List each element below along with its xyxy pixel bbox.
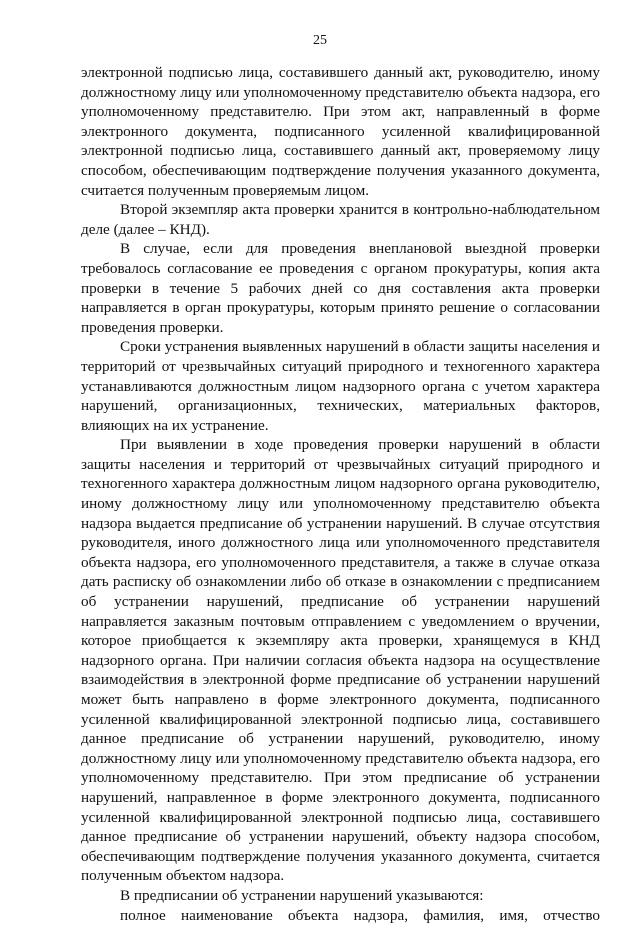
paragraph-second-copy: Второй экземпляр акта проверки хранится в контрольно-наблюдательном деле (далее – КНД). <box>81 201 600 238</box>
paragraph-order-contents-intro: В предписании об устранении нарушений указываются: <box>120 886 484 904</box>
paragraph-order-issuance: При выявлении в ходе проведения проверки нарушений в области защиты населения и территорий от чрезвычайных ситуаций природного и техногенного характера должностным лицом надзорного органа руководителю, иному должностному лицу или уполномоченному представителю объекта надзора выдается предписание об устранении нарушений. В случае отсутствия руководителя, иного должностного лица или уполномоченного представителя объекта надзора, его уполномоченного представителя, а также в случае отказа дать расписку об ознакомлении либо об отказе в ознакомлении с предписанием об устранении нарушений, предписание об устранении нарушений направляется заказным почтовым отправлением с уведомлением о вручении, которое приобщается к экземпляру акта проверки, хранящемуся в КНД надзорного органа. При наличии согласия объекта надзора на осуществление взаимодействия в электронной форме предписание об устранении нарушений может быть направлено в форме электронного документа, подписанного усиленной квалифицированной электронной подписью лица, составившего данное предписание об устранении нарушений, руководителю, иному должностному лицу или уполномоченному представителю объекта надзора, его уполномоченному представителю. При этом предписание об устранении нарушений, направленное в форме электронного документа, подписанного усиленной квалифицированной электронной подписью лица, составившего данное предписание об устранении нарушений, объекту надзора способом, обеспечивающим подтверждение получения указанного документа, считается полученным объектом надзора. <box>81 436 600 885</box>
page-number: 25 <box>313 33 327 48</box>
paragraph-prosecutor-approval: В случае, если для проведения внеплановой выездной проверки требовалось согласование ее проведения с органом прокуратуры, копия акта проверки в течение 5 рабочих дней со дня составления акта проверки направляется в орган прокуратуры, которым принято решение о согласовании проведения проверки. <box>81 240 600 336</box>
paragraph-order-contents-item: полное наименование объекта надзора, фамилия, имя, отчество <box>120 906 600 924</box>
paragraph-continuation: электронной подписью лица, составившего данный акт, руководителю, иному должностному лицу или уполномоченному представителю объекта надзора, его уполномоченному представителю. При этом акт, направленный в форме электронного документа, подписанного усиленной квалифицированной электронной подписью лица, составившего данный акт, проверяемому лицу способом, обеспечивающим подтверждение получения указанного документа, считается полученным проверяемым лицом. <box>81 64 600 199</box>
paragraph-violation-deadlines: Сроки устранения выявленных нарушений в области защиты населения и территорий от чрезвычайных ситуаций природного и техногенного характера устанавливаются должностным лицом надзорного органа с учетом характера нарушений, организационных, технических, материальных факторов, влияющих на их устранение. <box>81 338 600 434</box>
document-text <box>81 63 600 925</box>
